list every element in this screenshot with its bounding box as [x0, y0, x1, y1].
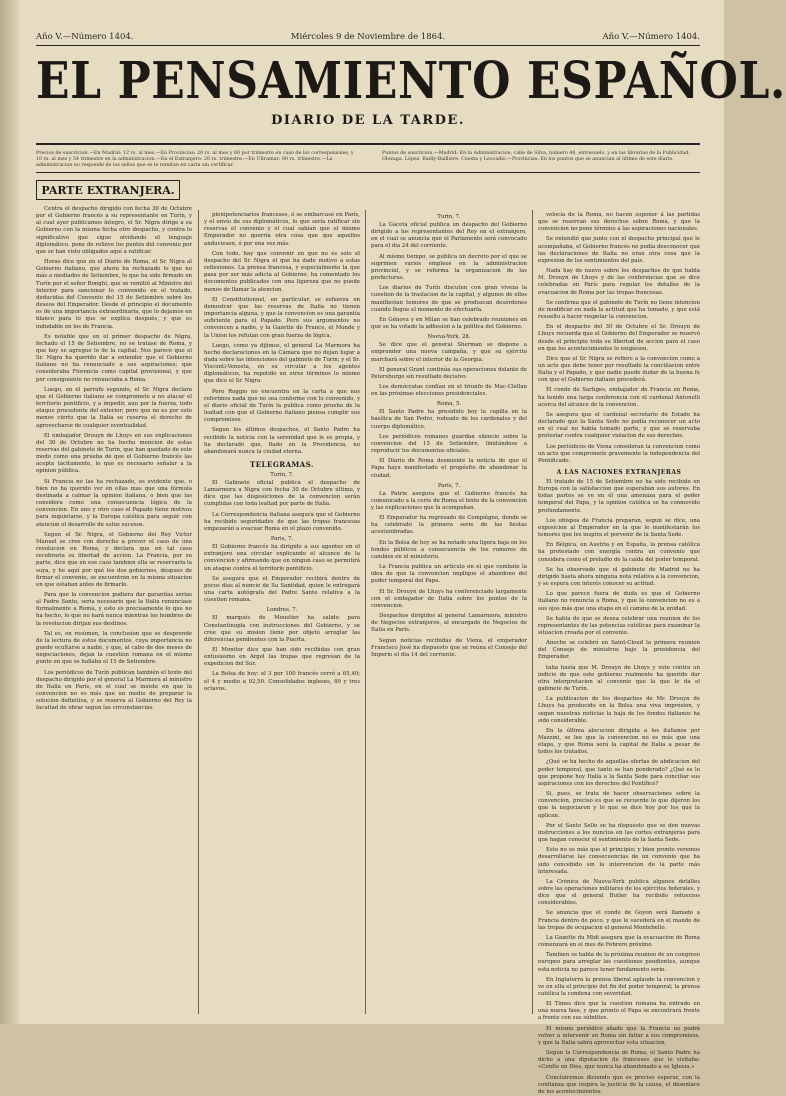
paragraph: Los demócratas confían en el triunfo de Mac-Clellan en las próximas elecciones presidenciales.: [371, 383, 527, 398]
paragraph: La Correspondencia italiana asegura que el Gobierno ha recibido seguridades de que las tropas francesas empezarán a evacuar Roma en el plazo convenido.: [204, 511, 360, 532]
paragraph: Se habla de que se desea celebrar una reunion de los representantes de las potencias católicas para examinar la situacion creada por el convenio.: [538, 615, 700, 636]
article-column-2: [204, 212, 360, 1012]
paragraph: La publicacion de los despachos de Mr. Drouyn de Lhuys ha producido en la Bolsa una viva impresion, y segun nuestras noticias la baja de los fondos italianos ha sido considerable.: [538, 696, 700, 724]
paragraph: Se ha observado que el gabinete de Madrid no ha dirigido hasta ahora ninguna nota relativa a la convencion, y se espera con interés conocer su actitud.: [538, 566, 700, 588]
masthead-subtitle: DIARIO DE LA TARDE.: [271, 113, 465, 128]
paragraph: El embajador Drouyn de Lhuys en sus explicaciones del 30 de Octubre no ha hecho mencion de estas reservas del gabinete de Turín, que han quedado de este modo como una prueba de que el Gobierno francés las acepta tácitamente, lo que es necesario señalar a la opinion pública.: [36, 432, 192, 475]
paragraph: Anoche se celebró en Saint-Cloud la primera reunion del Consejo de ministros bajo la presidencia del Emperador.: [538, 640, 700, 661]
paragraph: Con todo, hay que convenir en que no es solo el despacho del Sr. Nigra el que ha dado motivo a estas reflexiones. La prensa francesa, y especialmente la que pasa por ser más adicta al Gobierno, ha comentado los documentos publicados con una ligereza que no puede menos de llamar la atencion.: [204, 250, 360, 293]
masthead-title: EL PENSAMIENTO ESPAÑOL.: [36, 52, 786, 111]
paragraph: velocia de la Roma, no hacen suponer á las partidas que se reservan sus derechos sobre Roma, y que la convencion no pone término a las aspiraciones nacionales.: [538, 212, 700, 233]
info-rule: [36, 172, 700, 173]
column-divider: [365, 210, 366, 1014]
paragraph: La Gazette du Midi asegura que la evacuacion de Roma comenzará en el mes de Febrero próximo.: [538, 934, 700, 949]
paragraph: Se asegura que el cardenal secretario de Estado ha declarado que la Santa Sede no podía reconocer un acto en el cual no había tomado parte, y que se reservaba protestar contra cualquier violacion de sus derechos.: [538, 411, 700, 440]
paragraph: Los diarios de Turín discuten con gran viveza la cuestion de la traslacion de la capital, y algunos de ellos manifiestan temores de que se produzcan desórdenes cuando llegue el momento de efectuarla.: [371, 285, 527, 313]
paragraph: El Constitutionnel, en particular, se esfuerza en demostrar que las reservas de Italia no tienen importancia alguna, y que la convencion es una garantía suficiente para el Papado. Pero sus argumentos no convencen a nadie, y la Gazette de France, el Monde y la Union los refutan con gran fuerza de lógica.: [204, 296, 360, 339]
paragraph: Lo que parece fuera de duda es que el Gobierno italiano no renuncia a Roma, y que la convencion no es a sus ojos más que una etapa en el camino de la unidad.: [538, 591, 700, 612]
paragraph: El Sr. Drouyn de Lhuys ha conferenciado largamente con el embajador de Italia sobre los puntos de la convencion.: [371, 588, 527, 609]
paragraph: Se anuncia que el conde de Goyon será llamado a Francia dentro de poco, y que le sucederá en el mando de las tropas de ocupacion el general Montebello.: [538, 910, 700, 931]
paragraph: Para que la convencion pudiera dar garantías serias al Padre Santo, seria necesario que la Italia renunciase formalmente a Roma, y esto es precisamente lo que no ha hecho, lo que no hará nunca mientras los hombres de la revolucion dirijan sus destinos.: [36, 591, 192, 627]
paragraph: Si, pues, se trata de hacer observaciones sobre la convencion, preciso es que se recuerde lo que dijeron los que la negociaron y lo que se dice hoy por los que la aplican.: [538, 791, 700, 819]
dateline-paris: Paris, 7.: [437, 482, 461, 489]
paragraph: Se dice que el general Sherman se dispone a emprender una nueva campaña, y que su ejército marchará sobre el interior de la Georgia.: [371, 342, 527, 363]
paragraph: plenipotenciarios franceses, ó se embarcase en París, y el envío de sus diplomáticos, lo que sería ratificar sin reservas el convenio y el cual sabían que el mismo Emperador no querría otra cosa que que aquellos anduviesen, ó por una vez más.: [204, 212, 360, 247]
paragraph: Despachos dirigidos al general Lamarmora, ministro de Negocios extranjeros, al encargado de Negocios de Italia en París.: [371, 613, 527, 634]
paragraph: Centra el despacho dirigido con fecha 30 de Octubre por el Gobierno francés a su representante en Turín, y al cual ayer publicamos íntegro, el Sr. Nigra dirige a su Gobierno con la misma fecha otro despacho, y contra lo significativo que sigue olvidando el lenguaje diplomático, pone de relieve los puntos del convenio por que se han visto obligados aquí a ratificar.: [36, 206, 192, 255]
dateline: [36, 32, 700, 42]
paragraph: La Patrie asegura que el Gobierno francés ha comunicado a la corte de Roma el texto de la convencion y las explicaciones que la acompañan.: [371, 490, 527, 511]
paragraph: El Santo Padre ha presidido hoy la capilla en la basílica de San Pedro, rodeado de los cardenales y del cuerpo diplomático.: [371, 409, 527, 430]
paragraph: Segun la Correspondencia de Roma, el Santo Padre ha dicho a una diputacion de franceses que le visitaba: «Confío en Dios, que nunca ha abandonado a su Iglesia.»: [538, 1050, 700, 1071]
paragraph: Al mismo tiempo, se publica un decreto por el que se suprimen varios empleos en la administracion provincial, y se reforma la organizacion de las prefecturas.: [371, 253, 527, 282]
paragraph: El conde de Sartiges, embajador de Francia en Roma, ha tenido una larga conferencia con el cardenal Antonelli acerca del alcance de la convencion.: [538, 387, 700, 408]
article-column-1: [36, 206, 192, 1006]
paragraph: En el despacho del 30 de Octubre el Sr. Drouyn de Lhuys recuerda que el Gobierno del Emperador se reservó desde el principio toda su libertad de accion para el caso en que los acontecimientos lo exigiesen.: [538, 324, 700, 352]
paragraph: En Bélgica, en Austria y en España, la prensa católica ha protestado con energía contra un convenio que considera como el preludio de la caída del poder temporal.: [538, 542, 700, 563]
paragraph: En Génova y en Milan se han celebrado reuniones en que se ha votado la adhesion a la política del Gobierno.: [371, 316, 527, 331]
paragraph: Se asegura que el Emperador recibirá dentro de pocos días al nuncio de Su Santidad, quien le entregará una carta autógrafa del Padre Santo relativa a la cuestion romana.: [204, 575, 360, 604]
paragraph: El Gabinete oficial publica el despacho de Lamarmora a Nigra con fecha 30 de Octubre último, y dice que las disposiciones de la convencion serán cumplidas con toda lealtad por parte de Italia.: [204, 480, 360, 508]
paragraph: El Diario de Roma desmiente la noticia de que el Papa haya manifestado el propósito de abandonar la ciudad.: [371, 458, 527, 479]
paragraph: El mismo periódico añade que la Francia no podrá volver a intervenir en Roma sin faltar a sus compromisos, y que la Italia sabrá aprovechar esta situacion.: [538, 1025, 700, 1046]
top-rule: [36, 45, 700, 46]
paragraph: El general Grant continúa sus operaciones delante de Petersburgo sin resultado decisivo.: [371, 366, 527, 380]
paragraph: La Gaceta oficial publica un despacho del Gobierno dirigido a los representantes del Rey en el extranjero, en el cual se anuncia que el Parlamento será convocado para el dia 24 del corriente.: [371, 222, 527, 250]
paragraph: El Monitor dice que han sido recibidas con gran entusiasmo en Argel las tropas que regresan de la expedicion del Sur.: [204, 646, 360, 668]
paragraph: Luego, como ya dijimos, el general La Marmora ha hecho declaraciones en la Cámara que no dejan lugar a duda sobre las intenciones del gabinete de Turín; y el Sr. Visconti-Venosta, en su circular a los agentes diplomáticos, ha repetido en otros términos lo mismo que dice el Sr. Nigra.: [204, 342, 360, 385]
dateline-turin: Turin, 7.: [270, 472, 294, 478]
paragraph: La Crónica de Nueva-York publica algunos detalles sobre las operaciones militares de los ejércitos federales, y dice que el general Butler ha recibido refuerzos considerables.: [538, 878, 700, 907]
paragraph: Horas dice que en el Diario de Roma, el Sr. Nigra al Gobierno italiano, que ahora ha rechazado lo que no más a mediados de Setiembre, lo que ha sido firmado en Turín por el señor Bonghi, que se remitió al Ministro del Interior para sancionar lo convenido en el tratado, deducidas del Convenio del 15 de Setiembre sobre los deseos del Emperador. Desde el principio el documento es de una importancia extraordinaria, que lo dejamos en blanco para lo que se explica después, y que es indudable en los de Francia.: [36, 259, 192, 330]
paragraph: Luego, en el parrafo segundo, el Sr. Nigra declara que el Gobierno italiano se compromete a no atacar el territorio pontificio, y a impedir, aun por la fuerza, todo ataque procedente del exterior; pero que no es por esto menos cierto que la Italia se reserva el derecho de aprovecharse de cualquier eventualidad.: [36, 386, 192, 429]
paragraph: Concluiremos diciendo que es preciso esperar, con la confianza que inspira la justicia de la causa, el desenlace de los acontecimientos.: [538, 1074, 700, 1095]
paragraph: Los periódicos de Turín publican también el texto del despacho dirigido por el general La Marmora al ministro de Italia en París, en el cual se insiste en que la convencion no es más que un medio de preparar la solucion definitiva, y se reserva al Gobierno del Rey la facultad de obrar segun las circunstancias.: [36, 669, 192, 712]
paragraph: Los periódicos romanos guardan silencio sobre la convencion del 15 de Setiembre, limitándose a reproducir los documentos oficiales.: [371, 433, 527, 455]
paragraph: El Emperador ha regresado de Compiègne, donde se ha celebrado la primera serie de las fiestas acostumbradas.: [371, 515, 527, 536]
paragraph: Por el Santo Sello se ha dispuesto que se den nuevas instrucciones a los nuncios en las cortes extranjeras para que hagan conocer el sentimiento de la Santa Sede.: [538, 822, 700, 844]
paragraph: Dice que el Sr. Nigra se refiere a la convencion como a un acto que debe tener por resultado la conciliacion entre Italia y el Papado, y que nadie puede dudar de la buena fe con que el Gobierno italiano procederá.: [538, 355, 700, 384]
paragraph: En Inglaterra la prensa liberal aplaude la convencion y ve en ella el principio del fin del poder temporal; la prensa católica la condena con severidad.: [538, 976, 700, 997]
article-column-4: [538, 212, 700, 1095]
dateline-paris: Paris, 7.: [270, 536, 294, 543]
paragraph: En la última alocucion dirigida a los italianos por Mazzini, se lee que la convencion no es más que una etapa, y que Roma será la capital de Italia a pesar de todos los tratados.: [538, 727, 700, 756]
paragraph: Nada hay de nuevo sobre los despachos de que habla M. Drouyn de Lhuys y de las conferencias que se dice celebradas en París para regular los detalles de la evacuacion de Roma por las tropas francesas.: [538, 268, 700, 296]
column-divider: [198, 210, 199, 1014]
paragraph: Tal es, en resúmen, la conclusion que se desprende de la lectura de estos documentos, cuya importancia no puede ocultarse a nadie, y que, al cabo de dos meses de negociaciones, dejan la cuestion romana en el mismo punto en que se hallaba el 15 de Setiembre.: [36, 630, 192, 666]
paragraph: Tambien se habla de la próxima reunion de un congreso europeo para arreglar las cuestiones pendientes, aunque esta noticia no parece tener fundamento serio.: [538, 952, 700, 973]
paragraph: Esto no es más que el principio; y bien pronto veremos desarrollarse las consecuencias de un convenio que ha sido concebido sin la intervencion de la parte más interesada.: [538, 847, 700, 875]
paragraph: Segun los últimos despachos, el Santo Padre ha recibido la noticia con la serenidad que le es propia, y ha declarado que, fiado en la Providencia, no abandonará nunca la ciudad eterna.: [204, 427, 360, 455]
paragraph: La Bolsa de hoy: el 3 por 100 francés cerró a 65,40; el 4 y medio a 92,50. Consolidados ingleses, 89 y tres octavos.: [204, 671, 360, 692]
subscription-prices: Precios de suscricion.—En Madrid: 12 rs. al mes.—En Provincias: 20 rs. al mes y 60 por trimestre en caso de los corresponsales, y 10 rs. al mes y 54 trimestre en la administracion.—En el Extranjero: 20 rs. trimestre.—En Ultramar: 90 rs. trimestre.—La administracion no responde de los sellos que se le remitan en carta sin certificar.: [36, 151, 354, 168]
paragraph: Segun el Sr. Nigra, el Gobierno del Rey Victor Manuel se cree con derecho a prever el caso de una revolucion en Roma, y declara que en tal caso recobraria su libertad de accion. La Francia, por su parte, dice que en ese caso tambien ella se reservaria la suya, y he aquí por qué los dos gobiernos, despues de firmar el convenio, se encuentran en la misma situacion en que estaban antes de firmarlo.: [36, 531, 192, 588]
paragraph: Los obispos de Francia preparan, segun se dice, una exposicion al Emperador en la que le manifestarán los temores que les inspira el porvenir de la Santa Sede.: [538, 517, 700, 539]
dateline-nueva-york: Nueva-York, 28.: [427, 334, 471, 341]
paragraph: talia hasta que M. Drouyn de Lhuys y vote contra un indicio de que este gobierno realmente ha querido dar otra interpretacion al convenio que la que le da el gabinete de Turín.: [538, 664, 700, 693]
issue-number-left: Año V.—Número 1404.: [36, 32, 134, 42]
section-label: PARTE EXTRANJERA.: [36, 180, 180, 200]
paragraph: La Francia publica un artículo en el que combate la idea de que la convencion implique el abandono del poder temporal del Papa.: [371, 564, 527, 585]
paragraph: Si Francia no las ha rechazado, es evidente que, o bien no ha querido ver en ellas mas que una fórmula destinada a calmar la opinion italiana, o bien que las considera como una consecuencia lógica de la convencion. En uno y otro caso el Papado tiene motivos para inquietarse, y la Europa católica para seguir con atencion el desarrollo de estos sucesos.: [36, 478, 192, 528]
foreign-nations-heading: A LAS NACIONES EXTRANJERAS: [556, 469, 682, 476]
paragraph: Es notable que en el primer despacho de Nigra, fechado el 15 de Setiembre, no se tratase de Roma, y que hoy se agregue lo de la capital. Nos parece que el Sr. Nigra ha querido dar a entender que el Gobierno italiano no ha renunciado a sus aspiraciones; que consideraba Florencia como capital provisional, y que por consiguiente no renunciaba a Roma.: [36, 333, 192, 383]
dateline-londres: Londres, 7.: [266, 607, 298, 614]
issue-date: Miércoles 9 de Noviembre de 1864.: [290, 32, 446, 42]
dateline-roma: Roma, 5.: [436, 401, 462, 408]
page-fold-shadow: [0, 0, 20, 1024]
dateline-turin: Turin, 7.: [437, 214, 461, 220]
paragraph: El marqués de Moustier ha salido para Constantinopla con instrucciones del Gobierno, y se cree que su mision tiene por objeto arreglar las diferencias pendientes con la Puerta.: [204, 615, 360, 643]
paragraph: El Times dice que la cuestion romana ha entrado en una nueva fase, y que pronto el Papa se encontrará frente a frente con sus súbditos.: [538, 1001, 700, 1022]
telegrams-heading: TELEGRAMAS.: [250, 460, 314, 469]
paragraph: En la Bolsa de hoy se ha notado una ligera baja en los fondos públicos a consecuencia de los rumores de cambios en el ministerio.: [371, 539, 527, 560]
subscription-points: Puntos de suscricion.—Madrid: En la Administracion, calle de Silva, número 40, entresuelo, y en las librerías de la Publicidad, Olozaga, López, Bailly-Bailliere, Cuesta y Leocadio.—Provincias: En los puntos que se anuncian al último de este diario.: [382, 151, 690, 162]
paragraph: Se entendió que junto con el despacho principal que le acompañaba, el Gobierno francés no podía desconocer que las declaraciones de Italia no eran otra cosa que la expresion de los sentimientos del país.: [538, 236, 700, 264]
newspaper-sheet: [24, 14, 786, 1095]
issue-number-right: Año V.—Número 1404.: [602, 32, 700, 42]
paragraph: Pero Roggio no encuentra en la carta a que nos referimos nada que no sea conforme con lo convenido, y el diario oficial de Turín la publica como prueba de la lealtad con que el Gobierno italiano piensa cumplir sus compromisos.: [204, 388, 360, 424]
paragraph: El tratado de 15 de Setiembre no ha sido recibido en Europa con la satisfaccion que esperaban sus autores. En todas partes se ve en él una amenaza para el poder temporal del Papa, y la opinion católica se ha conmovido profundamente.: [538, 479, 700, 514]
paragraph: Se confirma que el gabinete de Turín no tiene intencion de modificar en nada la actitud que ha tomado, y que está resuelto a hacer respetar la convencion.: [538, 299, 700, 321]
paragraph: El Gobierno francés ha dirigido a sus agentes en el extranjero una circular explicando el alcance de la convencion y afirmando que en ningun caso se permitirá un ataque contra el territorio pontificio.: [204, 544, 360, 572]
paragraph: Segun noticias recibidas de Viena, el emperador Francisco José ha dispuesto que se reúna el Consejo del Imperio el dia 14 del corriente.: [371, 637, 527, 658]
paragraph: ¿Qué se ha hecho de aquellas ofertas de abdicacion del poder temporal, que tanto se han ponderado? ¿Qué es lo que propone hoy Italia a la Santa Sede para conciliar sus aspiraciones con los derechos del Pontífice?: [538, 759, 700, 787]
column-divider: [532, 210, 533, 1014]
paragraph: Los periódicos de Viena consideran la convencion como un acto que compromete gravemente la independencia del Pontificado.: [538, 443, 700, 464]
masthead-rule: [36, 143, 700, 145]
article-column-3: [371, 212, 527, 1012]
